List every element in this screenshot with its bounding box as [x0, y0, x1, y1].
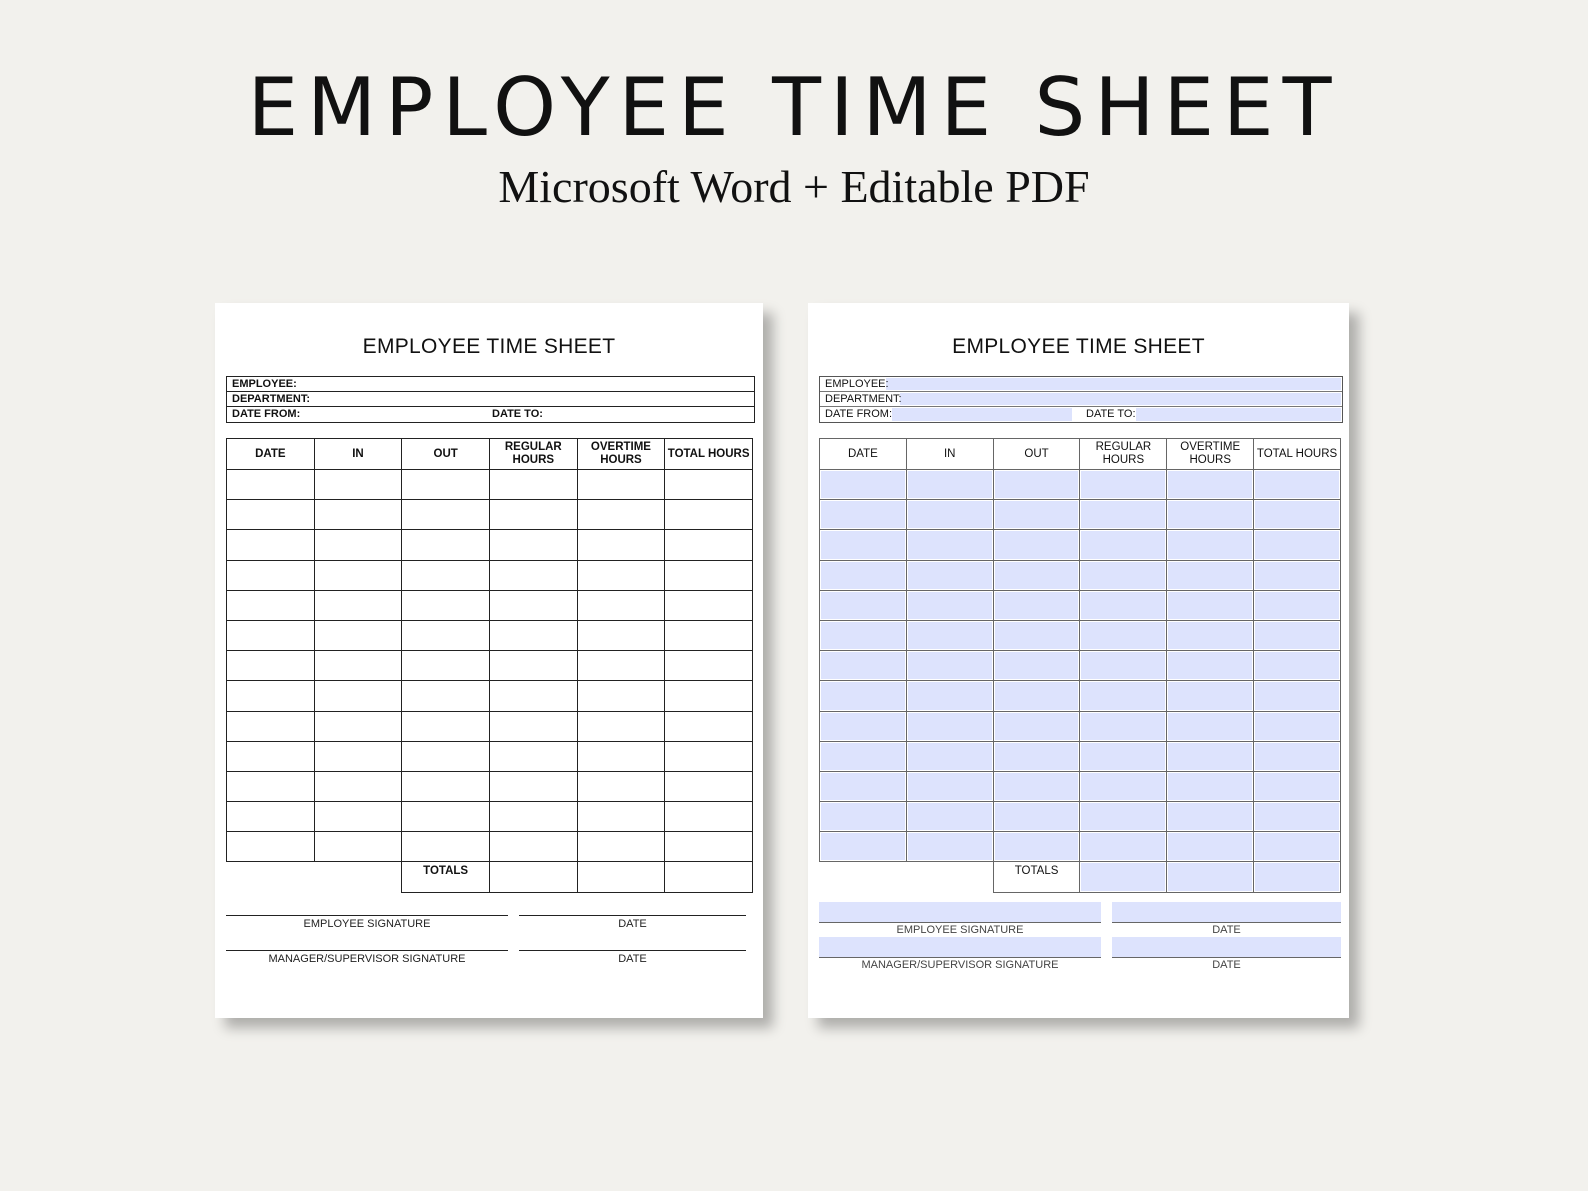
time-entry-cell: [314, 500, 402, 530]
date-from-label: DATE FROM:: [825, 408, 893, 420]
time-entry-input[interactable]: [820, 560, 907, 590]
printable-sheet-preview: [215, 303, 763, 1018]
time-entry-input[interactable]: [993, 832, 1080, 862]
time-entry-cell: [665, 771, 753, 801]
table-row: [820, 530, 1341, 560]
time-entry-input[interactable]: [1080, 590, 1167, 620]
time-entry-cell: [665, 802, 753, 832]
time-entry-input[interactable]: [906, 651, 993, 681]
time-entry-cell: [314, 651, 402, 681]
time-entry-cell: [577, 771, 665, 801]
time-entry-input[interactable]: [993, 590, 1080, 620]
employee-signature-line: [819, 902, 1101, 937]
time-entry-input[interactable]: [1167, 560, 1254, 590]
time-entry-input[interactable]: [993, 771, 1080, 801]
fillable-sheet-preview: [808, 303, 1349, 1018]
time-entry-cell: [402, 470, 490, 500]
time-entry-cell: [577, 832, 665, 862]
time-entry-input[interactable]: [1254, 802, 1341, 832]
department-field: [227, 392, 754, 407]
time-entry-input[interactable]: [1254, 681, 1341, 711]
time-entry-cell: [314, 560, 402, 590]
time-entry-cell: [227, 802, 315, 832]
time-entry-cell: [402, 530, 490, 560]
date-to-label: DATE TO:: [492, 408, 543, 420]
time-entry-input[interactable]: [1254, 620, 1341, 650]
employee-date-line: [519, 915, 746, 931]
date-to-input[interactable]: [1136, 408, 1341, 421]
timesheet-table: [226, 438, 753, 893]
time-entry-cell: [577, 500, 665, 530]
manager-date-input[interactable]: [1112, 937, 1341, 958]
sheet-title: EMPLOYEE TIME SHEET: [952, 335, 1205, 358]
empty-cell: [906, 862, 993, 892]
time-entry-input[interactable]: [1254, 832, 1341, 862]
table-row: [227, 530, 753, 560]
time-entry-input[interactable]: [906, 530, 993, 560]
time-entry-cell: [402, 771, 490, 801]
subtitle: Microsoft Word + Editable PDF: [498, 161, 1090, 212]
employee-signature-label: EMPLOYEE SIGNATURE: [303, 918, 431, 930]
time-entry-cell: [227, 470, 315, 500]
time-entry-input[interactable]: [820, 741, 907, 771]
table-row: [820, 802, 1341, 832]
time-entry-input[interactable]: [1254, 711, 1341, 741]
time-entry-input[interactable]: [1254, 771, 1341, 801]
time-entry-input[interactable]: [1167, 500, 1254, 530]
time-entry-input[interactable]: [993, 500, 1080, 530]
manager-date-label: DATE: [1212, 959, 1241, 971]
total-input[interactable]: [1167, 862, 1254, 892]
time-entry-input[interactable]: [820, 470, 907, 500]
time-entry-input[interactable]: [820, 771, 907, 801]
table-row: [820, 832, 1341, 862]
empty-cell: [314, 862, 402, 892]
time-entry-cell: [577, 802, 665, 832]
time-entry-input[interactable]: [993, 711, 1080, 741]
time-entry-input[interactable]: [1167, 530, 1254, 560]
time-entry-cell: [489, 832, 577, 862]
time-entry-cell: [489, 711, 577, 741]
time-entry-cell: [227, 651, 315, 681]
table-row: [227, 741, 753, 771]
column-header: OVERTIME HOURS: [1167, 439, 1254, 470]
employee-input[interactable]: [886, 378, 1341, 390]
time-entry-input[interactable]: [906, 741, 993, 771]
time-entry-cell: [402, 681, 490, 711]
time-entry-cell: [489, 620, 577, 650]
date-to-label: DATE TO:: [1086, 408, 1136, 420]
time-entry-cell: [665, 530, 753, 560]
time-entry-cell: [489, 560, 577, 590]
employee-field[interactable]: [820, 377, 1342, 392]
date-from-input[interactable]: [892, 408, 1072, 421]
time-entry-cell: [665, 590, 753, 620]
time-entry-cell: [227, 771, 315, 801]
column-header: OUT: [402, 439, 490, 470]
employee-signature-label: EMPLOYEE SIGNATURE: [896, 924, 1024, 936]
time-entry-input[interactable]: [906, 470, 993, 500]
time-entry-input[interactable]: [906, 620, 993, 650]
time-entry-input[interactable]: [906, 802, 993, 832]
time-entry-input[interactable]: [993, 802, 1080, 832]
time-entry-input[interactable]: [1080, 560, 1167, 590]
time-entry-cell: [314, 590, 402, 620]
time-entry-input[interactable]: [1080, 681, 1167, 711]
employee-info-box: [226, 376, 755, 423]
table-header-row: [227, 439, 753, 470]
column-header: IN: [314, 439, 402, 470]
time-entry-cell: [227, 620, 315, 650]
time-entry-cell: [314, 620, 402, 650]
time-entry-input[interactable]: [1254, 560, 1341, 590]
table-row: [227, 620, 753, 650]
department-input[interactable]: [900, 393, 1341, 405]
totals-label: TOTALS: [402, 862, 490, 892]
time-entry-cell: [665, 651, 753, 681]
time-entry-input[interactable]: [1167, 590, 1254, 620]
time-entry-cell: [402, 711, 490, 741]
time-entry-cell: [314, 530, 402, 560]
column-header: TOTAL HOURS: [665, 439, 753, 470]
time-entry-input[interactable]: [906, 500, 993, 530]
time-entry-cell: [227, 711, 315, 741]
time-entry-input[interactable]: [1167, 802, 1254, 832]
time-entry-input[interactable]: [993, 681, 1080, 711]
time-entry-cell: [314, 681, 402, 711]
department-label: DEPARTMENT:: [825, 393, 902, 405]
employee-info-box: [819, 376, 1343, 423]
timesheet-table: [819, 438, 1341, 893]
time-entry-cell: [227, 590, 315, 620]
time-entry-cell: [314, 711, 402, 741]
column-header: DATE: [820, 439, 907, 470]
time-entry-input[interactable]: [993, 620, 1080, 650]
time-entry-cell: [665, 681, 753, 711]
time-entry-input[interactable]: [906, 560, 993, 590]
employee-date-input[interactable]: [1112, 902, 1341, 923]
time-entry-input[interactable]: [1254, 530, 1341, 560]
time-entry-cell: [489, 470, 577, 500]
time-entry-cell: [314, 771, 402, 801]
time-entry-input[interactable]: [1254, 590, 1341, 620]
total-cell: [665, 862, 753, 892]
time-entry-input[interactable]: [820, 500, 907, 530]
time-entry-cell: [665, 711, 753, 741]
column-header: REGULAR HOURS: [1080, 439, 1167, 470]
table-header-row: [820, 439, 1341, 470]
time-entry-input[interactable]: [1080, 771, 1167, 801]
sheet-title: EMPLOYEE TIME SHEET: [362, 335, 616, 358]
time-entry-input[interactable]: [1080, 802, 1167, 832]
time-entry-cell: [227, 681, 315, 711]
table-row: [820, 711, 1341, 741]
table-row: [820, 741, 1341, 771]
totals-label: TOTALS: [993, 862, 1080, 892]
main-title: EMPLOYEE TIME SHEET: [247, 61, 1341, 154]
manager-signature-label: MANAGER/SUPERVISOR SIGNATURE: [268, 953, 466, 965]
employee-field: [227, 377, 754, 392]
time-entry-input[interactable]: [1254, 741, 1341, 771]
time-entry-input[interactable]: [1167, 711, 1254, 741]
column-header: OUT: [993, 439, 1080, 470]
time-entry-cell: [402, 802, 490, 832]
time-entry-input[interactable]: [993, 560, 1080, 590]
time-entry-cell: [314, 802, 402, 832]
time-entry-cell: [402, 560, 490, 590]
manager-signature-input[interactable]: [819, 937, 1101, 958]
column-header: DATE: [227, 439, 315, 470]
time-entry-cell: [665, 560, 753, 590]
table-row: [227, 651, 753, 681]
table-row: [820, 470, 1341, 500]
employee-signature-input[interactable]: [819, 902, 1101, 923]
time-entry-cell: [227, 500, 315, 530]
time-entry-input[interactable]: [1080, 530, 1167, 560]
time-entry-input[interactable]: [1167, 620, 1254, 650]
table-row: [227, 711, 753, 741]
time-entry-cell: [489, 741, 577, 771]
column-header: REGULAR HOURS: [489, 439, 577, 470]
total-cell: [577, 862, 665, 892]
manager-signature-label: MANAGER/SUPERVISOR SIGNATURE: [861, 959, 1059, 971]
time-entry-input[interactable]: [906, 711, 993, 741]
time-entry-cell: [314, 470, 402, 500]
time-entry-input[interactable]: [906, 590, 993, 620]
table-row: [227, 470, 753, 500]
time-entry-input[interactable]: [993, 470, 1080, 500]
time-entry-input[interactable]: [1080, 832, 1167, 862]
time-entry-input[interactable]: [1080, 500, 1167, 530]
time-entry-cell: [402, 741, 490, 771]
time-entry-input[interactable]: [820, 802, 907, 832]
table-row: [820, 560, 1341, 590]
table-row: [227, 560, 753, 590]
time-entry-cell: [227, 560, 315, 590]
employee-label: EMPLOYEE:: [825, 378, 889, 390]
manager-signature-line: [226, 950, 508, 966]
time-entry-input[interactable]: [820, 620, 907, 650]
time-entry-input[interactable]: [1167, 470, 1254, 500]
employee-signature-line: [226, 915, 508, 931]
time-entry-input[interactable]: [1080, 741, 1167, 771]
time-entry-input[interactable]: [820, 530, 907, 560]
time-entry-input[interactable]: [1254, 651, 1341, 681]
date-from-label: DATE FROM:: [232, 408, 301, 420]
table-row: [820, 771, 1341, 801]
time-entry-cell: [489, 681, 577, 711]
column-header: OVERTIME HOURS: [577, 439, 665, 470]
time-entry-input[interactable]: [906, 832, 993, 862]
time-entry-input[interactable]: [820, 651, 907, 681]
department-label: DEPARTMENT:: [232, 393, 311, 405]
time-entry-input[interactable]: [993, 741, 1080, 771]
time-entry-cell: [314, 741, 402, 771]
time-entry-input[interactable]: [1080, 470, 1167, 500]
time-entry-cell: [577, 711, 665, 741]
time-entry-cell: [227, 832, 315, 862]
time-entry-input[interactable]: [1167, 741, 1254, 771]
employee-label: EMPLOYEE:: [232, 378, 297, 390]
employee-date-label: DATE: [1212, 924, 1241, 936]
table-row: [820, 500, 1341, 530]
time-entry-cell: [402, 620, 490, 650]
time-entry-cell: [402, 500, 490, 530]
column-header: IN: [906, 439, 993, 470]
time-entry-cell: [489, 590, 577, 620]
manager-signature-line: [819, 937, 1101, 972]
table-row: [820, 681, 1341, 711]
time-entry-cell: [402, 651, 490, 681]
time-entry-input[interactable]: [993, 651, 1080, 681]
table-row: [227, 500, 753, 530]
time-entry-cell: [489, 530, 577, 560]
time-entry-cell: [665, 470, 753, 500]
time-entry-cell: [577, 470, 665, 500]
total-input[interactable]: [1254, 862, 1341, 892]
table-row: [227, 832, 753, 862]
table-row: [227, 681, 753, 711]
time-entry-input[interactable]: [1080, 711, 1167, 741]
time-entry-cell: [402, 832, 490, 862]
time-entry-cell: [665, 500, 753, 530]
time-entry-cell: [577, 681, 665, 711]
time-entry-cell: [227, 741, 315, 771]
employee-date-label: DATE: [618, 918, 647, 930]
empty-cell: [820, 862, 907, 892]
time-entry-cell: [489, 500, 577, 530]
time-entry-cell: [665, 620, 753, 650]
time-entry-input[interactable]: [1167, 832, 1254, 862]
time-entry-input[interactable]: [1167, 681, 1254, 711]
time-entry-input[interactable]: [820, 832, 907, 862]
totals-row: [820, 862, 1341, 892]
date-range-field: [227, 407, 754, 422]
column-header: TOTAL HOURS: [1254, 439, 1341, 470]
time-entry-cell: [577, 530, 665, 560]
time-entry-input[interactable]: [993, 530, 1080, 560]
time-entry-cell: [227, 530, 315, 560]
manager-date-label: DATE: [618, 953, 647, 965]
manager-date-line: [1112, 937, 1341, 972]
time-entry-cell: [665, 832, 753, 862]
time-entry-input[interactable]: [906, 771, 993, 801]
time-entry-input[interactable]: [820, 711, 907, 741]
time-entry-input[interactable]: [1254, 470, 1341, 500]
time-entry-cell: [489, 651, 577, 681]
employee-date-line: [1112, 902, 1341, 937]
time-entry-input[interactable]: [1080, 620, 1167, 650]
table-row: [227, 802, 753, 832]
time-entry-input[interactable]: [906, 681, 993, 711]
time-entry-cell: [489, 771, 577, 801]
department-field[interactable]: [820, 392, 1342, 407]
time-entry-cell: [489, 802, 577, 832]
total-input[interactable]: [1080, 862, 1167, 892]
time-entry-cell: [577, 741, 665, 771]
table-row: [820, 590, 1341, 620]
time-entry-input[interactable]: [1167, 771, 1254, 801]
time-entry-cell: [402, 590, 490, 620]
time-entry-input[interactable]: [820, 590, 907, 620]
table-row: [227, 590, 753, 620]
time-entry-cell: [577, 590, 665, 620]
table-row: [820, 651, 1341, 681]
time-entry-input[interactable]: [820, 681, 907, 711]
time-entry-cell: [577, 620, 665, 650]
table-row: [227, 771, 753, 801]
total-cell: [489, 862, 577, 892]
time-entry-input[interactable]: [1080, 651, 1167, 681]
date-range-field[interactable]: [820, 407, 1342, 422]
time-entry-cell: [577, 651, 665, 681]
time-entry-input[interactable]: [1167, 651, 1254, 681]
time-entry-cell: [577, 560, 665, 590]
time-entry-input[interactable]: [1254, 500, 1341, 530]
empty-cell: [227, 862, 315, 892]
time-entry-cell: [314, 832, 402, 862]
totals-row: [227, 862, 753, 892]
time-entry-cell: [665, 741, 753, 771]
manager-date-line: [519, 950, 746, 966]
table-row: [820, 620, 1341, 650]
